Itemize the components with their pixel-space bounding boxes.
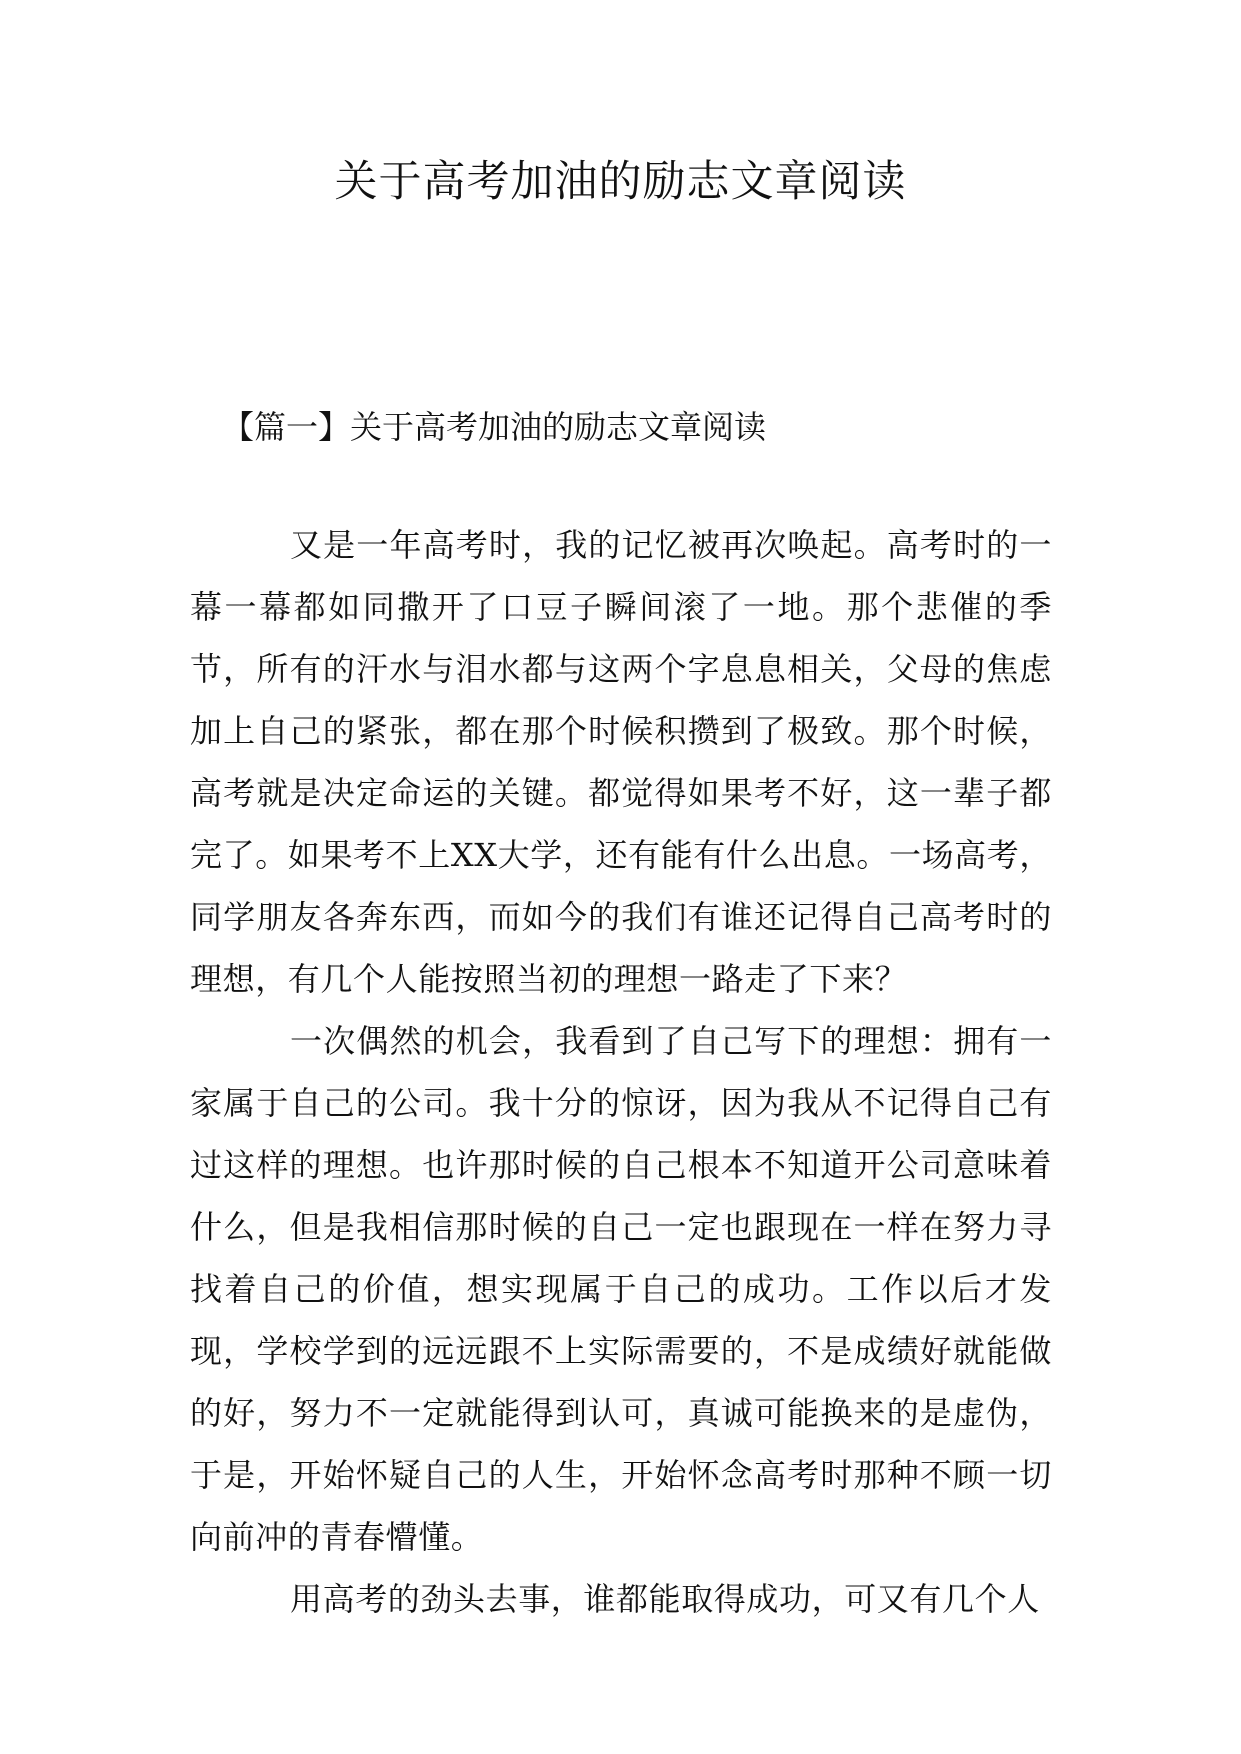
section-heading: 【篇一】关于高考加油的励志文章阅读: [222, 408, 767, 446]
paragraph-3: 用高考的劲头去事，谁都能取得成功，可又有几个人: [290, 1580, 1040, 1618]
document-title: 关于高考加油的励志文章阅读: [334, 157, 907, 207]
paragraph-2: 一次偶然的机会，我看到了自己写下的理想：拥有一家属于自己的公司。我十分的惊讶，因为我从不记得自己有过这样的理想。也许那时候的自己根本不知道开公司意味着什么，但是我相信那时候的自己一定也跟现在一样在努力寻找着自己的价值，想实现属于自己的成功。工作以后才发现，学校学到的远远跟不上实际需要的，不是成绩好就能做的好，努力不一定就能得到认可，真诚可能换来的是虚伪，于是，开始怀疑自己的人生，开始怀念高考时那种不顾一切向前冲的青春懵懂。: [190, 1022, 1052, 1556]
paragraph-1: 又是一年高考时，我的记忆被再次唤起。高考时的一幕一幕都如同撒开了口豆子瞬间滚了一地。那个悲催的季节，所有的汗水与泪水都与这两个字息息相关，父母的焦虑加上自己的紧张，都在那个时候积攒到了极致。那个时候，高考就是决定命运的关键。都觉得如果考不好，这一辈子都完了。如果考不上XX大学，还有能有什么出息。一场高考，同学朋友各奔东西，而如今的我们有谁还记得自己高考时的理想，有几个人能按照当初的理想一路走了下来？: [190, 526, 1052, 998]
article-body: [190, 514, 1052, 1630]
